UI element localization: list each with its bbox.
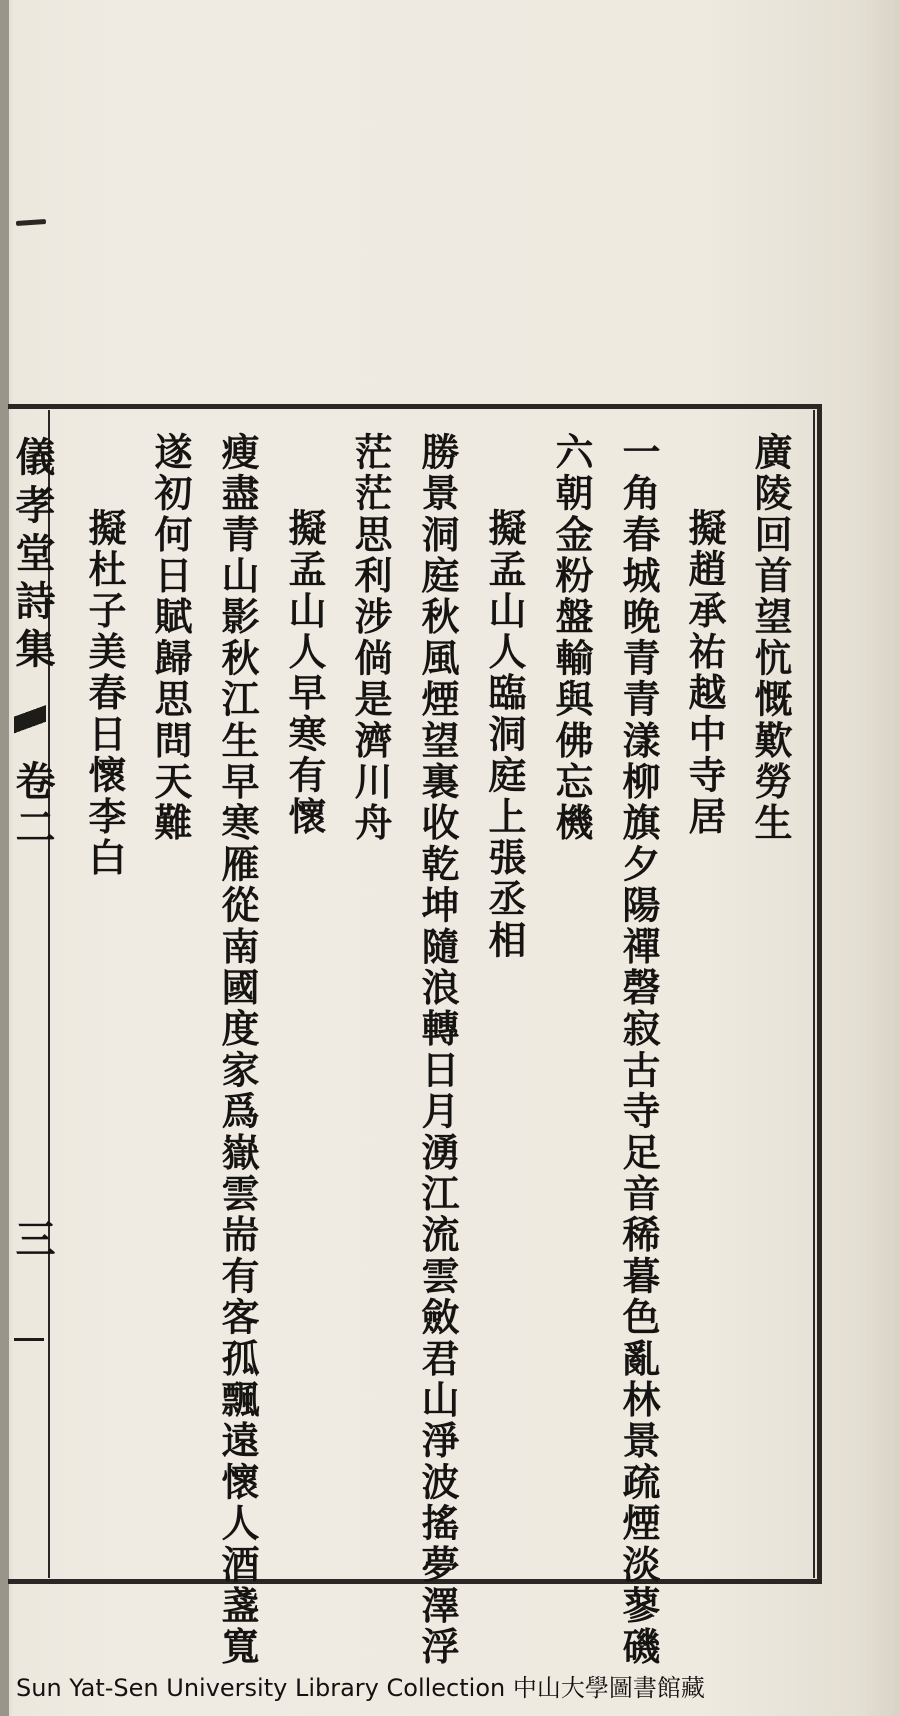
text-column: 六朝金粉盤輸與佛忘機 — [549, 432, 594, 844]
page-number-mark — [14, 1338, 44, 1341]
text-column: 一角春城晚青青漾柳旗夕陽禪磬寂古寺足音稀暮色亂林景疏煙淡蓼磯 — [616, 432, 661, 1668]
page-number: 三 — [9, 1218, 56, 1258]
text-column: 廣陵回首望忼慨歎勞生 — [748, 432, 793, 844]
book-title: 儀孝堂詩集 — [9, 436, 56, 676]
text-column: 遂初何日賦歸思問天難 — [148, 432, 193, 844]
frame-inner-rule — [813, 410, 815, 1578]
library-credit: Sun Yat-Sen University Library Collection 中山大學圖書館藏 — [16, 1674, 705, 1702]
poem-heading: 擬趙承祐越中寺居 — [682, 508, 727, 838]
volume-label: 卷二 — [9, 760, 56, 852]
text-column: 茫茫思利涉倘是濟川舟 — [348, 432, 393, 844]
fishtail-mark — [14, 700, 46, 744]
poem-heading: 擬孟山人臨洞庭上張丞相 — [482, 508, 527, 962]
text-column: 勝景洞庭秋風煙望裏收乾坤隨浪轉日月湧江流雲斂君山淨波搖夢澤浮 — [415, 432, 460, 1668]
text-column: 瘦盡青山影秋江生早寒雁從南國度家爲嶽雲耑有客孤飄遠懷人酒盞寬 — [215, 432, 260, 1668]
poem-heading: 擬杜子美春日懷李白 — [82, 508, 127, 879]
poem-heading: 擬孟山人早寒有懷 — [282, 508, 327, 838]
